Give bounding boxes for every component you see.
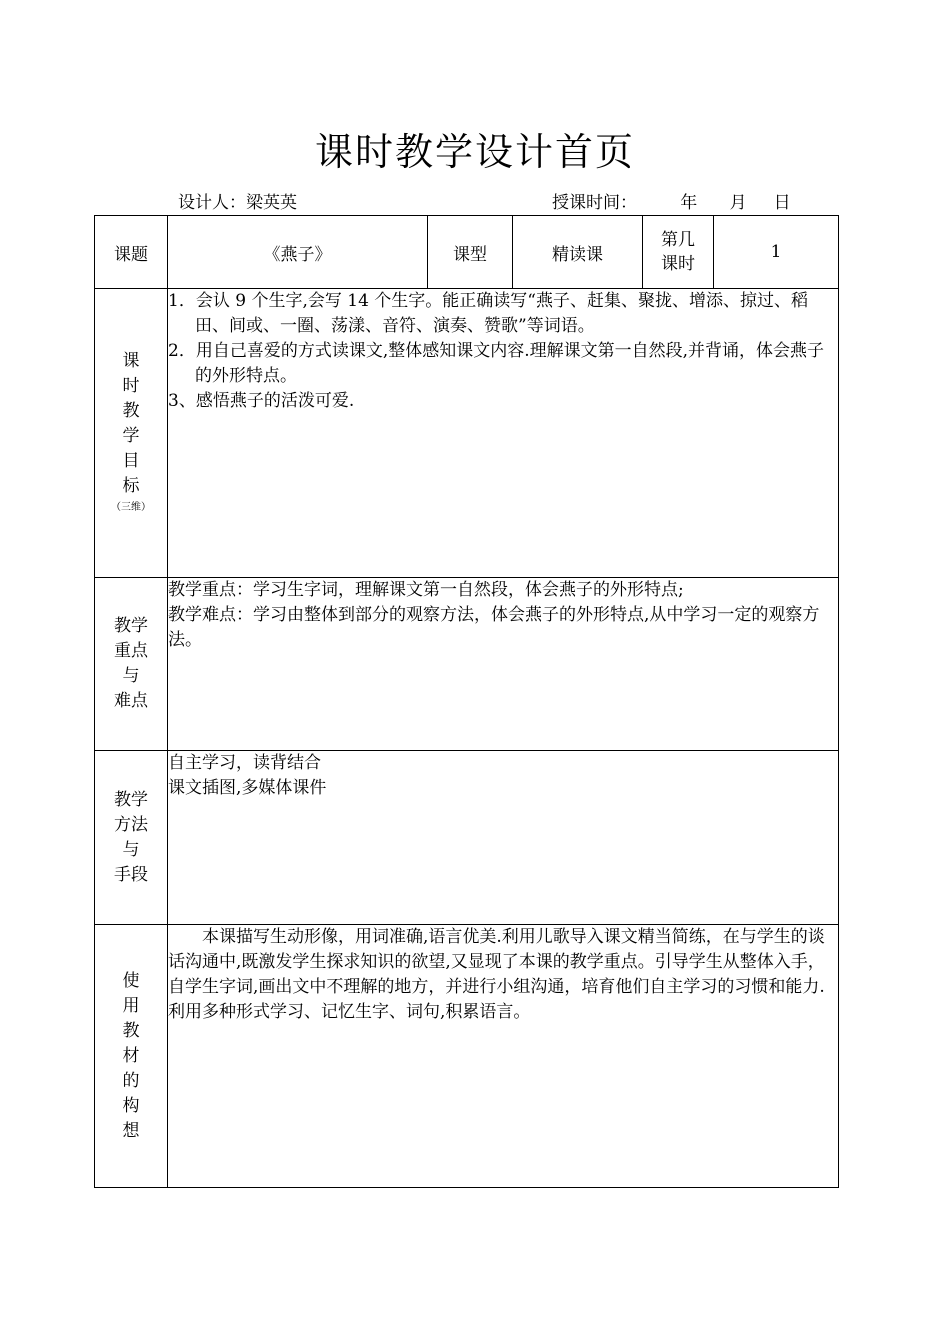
design-label-char: 的	[122, 1070, 140, 1091]
methods-label	[95, 751, 168, 925]
method-line: 自主学习，读背结合	[168, 753, 321, 773]
goals-content	[168, 289, 839, 578]
design-label-char: 材	[122, 1045, 140, 1066]
topic-label: 课题	[95, 216, 168, 289]
header-row	[95, 216, 839, 289]
page-title: 课时教学设计首页	[314, 130, 635, 174]
key-points-label-line: 重点	[114, 641, 148, 661]
methods-label-line: 手段	[114, 864, 148, 885]
method-line: 课文插图,多媒体课件	[168, 778, 327, 798]
design-label	[95, 925, 168, 1188]
key-points-label-line: 难点	[114, 691, 148, 711]
goals-label-char: 课	[122, 351, 140, 371]
methods-label-line: 教学	[114, 789, 148, 810]
lesson-type-label: 课型	[428, 216, 513, 289]
lesson-date-line: 授课时间： 年 月 日	[552, 193, 791, 213]
period-label	[643, 216, 714, 289]
design-label-char: 教	[122, 1020, 140, 1041]
methods-row	[95, 751, 839, 925]
goal-item: 3、感悟燕子的活泼可爱.	[168, 391, 355, 411]
goal-item: 2．用自己喜爱的方式读课文,整体感知课文内容.理解课文第一自然段,并背诵，体会燕子的外形特点。	[168, 341, 825, 386]
design-label-char: 构	[122, 1095, 140, 1116]
goal-item: 1．会认 9 个生字,会写 14 个生字。能正确读写“燕子、赶集、聚拢、增添、掠过、稻田、间或、一圈、荡漾、音符、演奏、赞歌”等词语。	[168, 291, 808, 336]
key-points-label-line: 教学	[114, 616, 148, 636]
goals-label-char: 标	[122, 476, 140, 496]
goals-label-sub: （三维）	[111, 502, 151, 513]
design-row	[95, 925, 839, 1188]
design-paragraph: 本课描写生动形像，用词准确,语言优美.利用儿歌导入课文精当简练，在与学生的谈话沟通中,既激发学生探求知识的欲望,又显现了本课的教学重点。引导学生从整体入手，自学生字词,画出文中不理解的地方，并进行小组沟通，培育他们自主学习的习惯和能力.利用多种形式学习、记忆生字、词句,积累语言。	[168, 927, 825, 1022]
goals-label-char: 教	[122, 401, 140, 421]
difficulty-line: 教学难点：学习由整体到部分的观察方法，体会燕子的外形特点,从中学习一定的观察方法。	[168, 605, 820, 650]
goals-label-char: 学	[122, 426, 140, 446]
key-points-label	[95, 578, 168, 751]
design-content	[168, 925, 839, 1188]
methods-content	[168, 751, 839, 925]
lesson-type-value: 精读课	[513, 216, 643, 289]
key-points-content	[168, 578, 839, 751]
designer-line: 设计人：梁英英	[178, 193, 297, 213]
key-points-label-line: 与	[122, 666, 140, 686]
key-points-row	[95, 578, 839, 751]
topic-value: 《燕子》	[168, 216, 428, 289]
goals-row	[95, 289, 839, 578]
period-label-line1: 第几	[661, 230, 695, 250]
lesson-design-table	[94, 215, 839, 1188]
goals-label-char: 目	[122, 451, 140, 471]
goals-label-char: 时	[122, 376, 140, 396]
methods-label-line: 方法	[114, 814, 148, 835]
methods-label-line: 与	[122, 839, 140, 860]
design-label-char: 用	[122, 995, 140, 1016]
period-value: 1	[714, 216, 839, 289]
design-label-char: 使	[122, 970, 140, 991]
design-label-char: 想	[122, 1120, 140, 1141]
goals-label	[95, 289, 168, 578]
key-point-line: 教学重点：学习生字词，理解课文第一自然段，体会燕子的外形特点;	[168, 580, 684, 600]
period-label-line2: 课时	[661, 254, 695, 274]
